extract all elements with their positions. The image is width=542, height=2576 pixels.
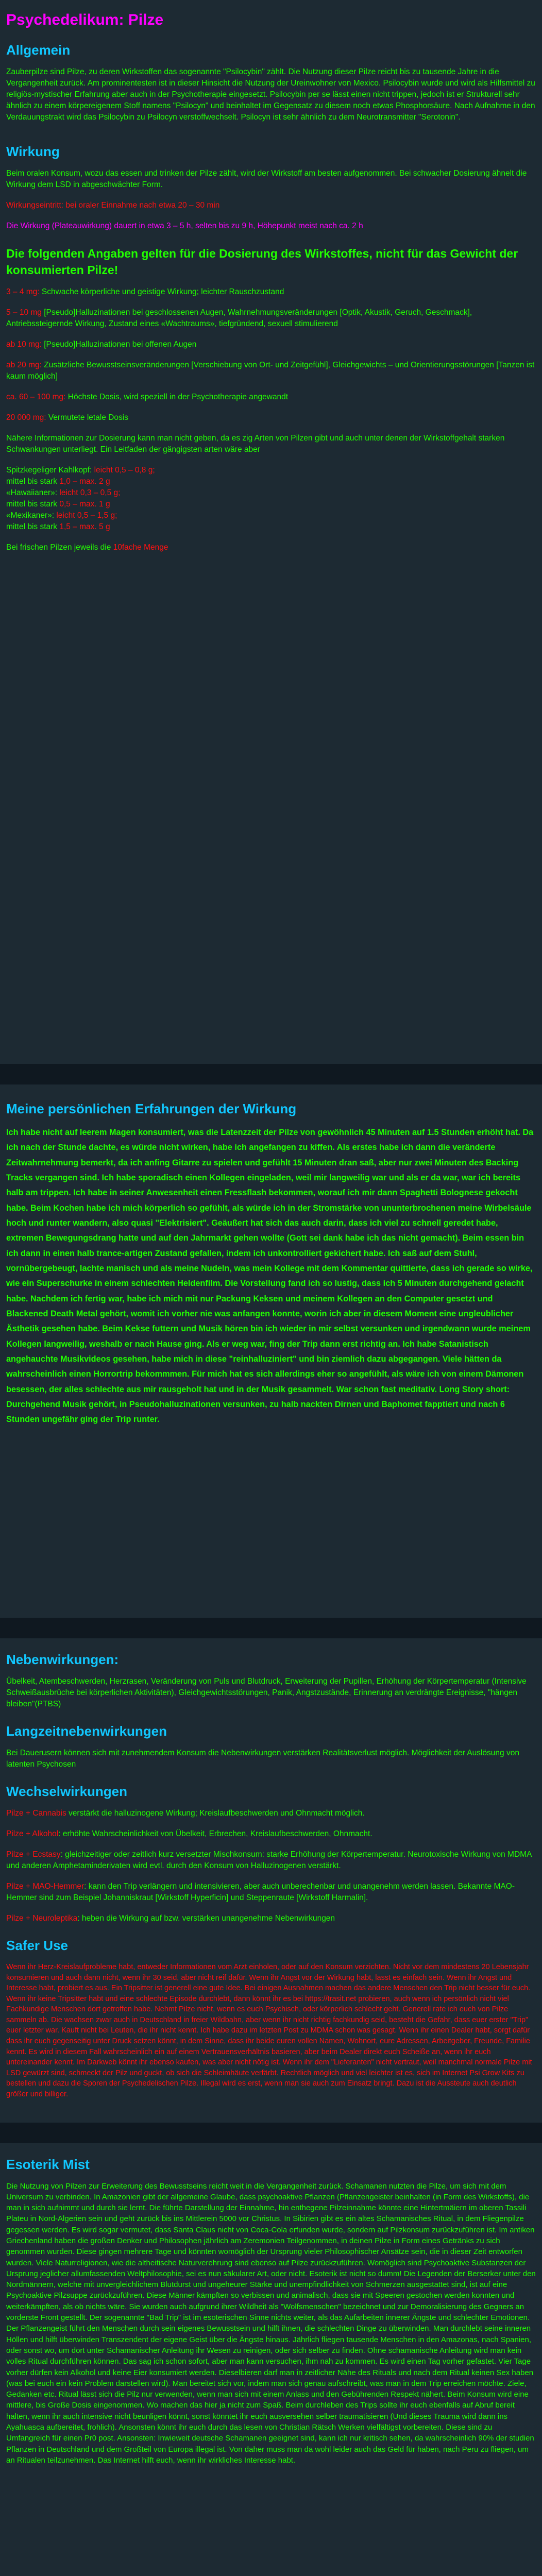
- guide-section: [0, 1638, 542, 2123]
- langzeit-text: Bei Dauerusern können sich mit zunehmendem Konsum die Nebenwirkungen verstärken Realitätsverlust möglich. Möglichkeit der Auslösung von latenten Psychosen: [6, 1749, 519, 1769]
- wechsel-item: Pilze + MAO-Hemmer: kann den Trip verlängern und intensivieren, aber auch unberechenbar und unangenehm werden lassen. Bekannte MAO-Hemmer sind zum Beispiel Johanniskraut [Wirkstoff Hyperficin] und Steppenraute [Wirkstoff Harmalin].: [6, 1882, 515, 1902]
- wechsel-item: Pilze + Neuroleptika: heben die Wirkung auf bzw. verstärken unangenehme Nebenwirkungen: [6, 1914, 335, 1923]
- allgemein-text: Zauberpilze sind Pilze, zu deren Wirkstoffen das sogenannte "Psilocybin" zählt. Die Nutzung dieser Pilze reicht bis zu tausende Jahre in die Vergangenheit zurück. Am prominentesten ist in dieser Hinsicht die Nutzung der Ureinwohner von Mexico. Psilocybin wurde und wird als Hilfsmittel zu religiös-mystischer Erfahrung aber auch in der Psychotherapie eingesetzt. Psilocybin per se lässt einen nicht trippen, jedoch ist er Strukturell sehr ähnlich zu einem körpereigenem Stoff namens "Psilocyn" und beinhaltet im Gegensatz zu diesem noch etwas Phosphorsäure. Nach Aufnahme in den Verdauungstrakt wird das Psilocybin zu Psilocyn verstoffwechselt. Psilocyn ist sehr ähnlich zu dem Neurotransmitter "Serotonin".: [6, 67, 535, 122]
- list-item: «Mexikaner»: leicht 0,5 – 1,5 g;: [6, 511, 117, 520]
- dose-item: 3 – 4 mg: Schwache körperliche und geistige Wirkung; leichter Rauschzustand: [6, 287, 284, 297]
- nebenwirkungen-text: Übelkeit, Atembeschwerden, Herzrasen, Veränderung von Puls und Blutdruck, Erweiterung der Pupillen, Erhöhung der Körpertemperatur (Intensive Schweißausbrüche bei körperlichen Aktivitäten), Gleichgewichtsstörungen, Panik, Angstzustände, Erinnerung an verdrängte Ereignisse, "hängen bleiben"(PTBS): [6, 1677, 527, 1708]
- list-item: «Hawaiianer»: leicht 0,3 – 0,5 g;: [6, 488, 121, 498]
- heading-allgemein: Allgemein: [6, 42, 71, 58]
- dose-item: ca. 60 – 100 mg: Höchste Dosis, wird speziell in der Psychotherapie angewandt: [6, 393, 289, 402]
- heading-safer-use: Safer Use: [6, 1938, 68, 1953]
- list-item: mittel bis stark 1,5 – max. 5 g: [6, 522, 110, 532]
- heading-story: Meine persönlichen Erfahrungen der Wirkung: [6, 1101, 297, 1116]
- list-item: Spitzkegeliger Kahlkopf: leicht 0,5 – 0,8 g;: [6, 466, 155, 475]
- esoterik-text: Die Nutzung von Pilzen zur Erweiterung des Bewusstseins reicht weit in die Vergangenheit zurück. Schamanen nutzten die Pilze, um sich mit dem Universum zu verbinden. In Amazonien gibt der allgemeine Glaube, dass psychoaktive Pflanzen (Pflanzengeister beinhalten (in Form des Wirkstoffs), die man in sich aufnimmt und durch sie lernt. Die führte Darstellung der Einnahme, hin enthegene Pilzeinnahme könnte eine Hintertmäiern im oberen Tassili Plateu in Nord-Algerien sein und geht zurück bis ins Mittlerein 5000 vor Christus. In Sibirien gibt es ein altes Schamanisches Ritual, in dem Fliegenpilze gegessen werden. Es wird sogar vermutet, dass Santa Claus nicht von Coca-Cola erfunden wurde, sondern auf Pilzkonsum zurückzuführen ist. Im antiken Griechenland haben die großen Denker und Philosophen jährlich am Zeremonien Teilgenommen, in deinen Pilze in Form eines Getränks zu sich genommen wurden. Diese gingen mehrere Tage und könnten womöglich der Ursprung vieler Philosophischer Ansätze sein, die in dieser Zeit entworfen wurden. Viele Naturreligionen, wie die altheitische Naturverehrung sind ebenso auf Pilze zurückzuführen. Womöglich sind Psychoaktive Substanzen der Ursprung jeglicher allumfassenden Weltphilosophie, sei es nun säkularer Art, oder nicht. Esoterik ist nicht so dumm! Die Legenden der Berserker unter den Nordmännern, welche mit unvergleichlichem Blutdurst und ungeheurer Stärke und unempfindlichkeit von Schmerzen ausgestattet sind, ist auf eine Psychoaktive Pilzsuppe zurückzuführen. Diese Männer kämpften so verbissen und animalisch, dass sie mit Speeren gestochen werden konnten und weiterkämpften, als ob nichts wäre. Sie wurden auch aufgrund ihrer Wildheit als "Wolfsmenschen" bezeichnet und zur Demoralisierung des Gegners an vorderste Front gestellt. Der sogenannte "Bad Trip" ist im esoterischen Sinne nichts weiter, als das Aufarbeiten innerer Ängste und schlechter Emotionen. Der Pflanzengeist führt den Menschen durch sein eigenes Bewusstsein und hilft ihnen, die schlechten Dinge zu überwinden. Man durchlebt seine inneren Höllen und hilft überwinden Transzendent der eigene Geist über die Ängste hinaus. Jährlich fliegen tausende Menschen in den Amazonas, nach Spanien, oder sonst wo, um dort unter Schamanischer Anleitung ihr Wesen zu reinigen, oder sich selber zu finden. Ohne schamanische Anleitung wird man kein volles Ritual durchführen können. Das sag ich schon sofort, aber man kann versuchen, ihm nah zu kommen. Es wird einen Tag vorher gefastet. Vier Tage vorher dürfen kein Alkohol und keine Eier konsumiert werden. Dieselbieren darf man in zeitlicher Nähe des Rituals und nach dem Ritual keinen Sex haben (was bei euch ein kein Problem darstellen wird). Man bereitet sich vor, indem man sich genau aufschreibt, was man in dem Trip erreichen möchte. Ziele, Gedanken etc. Ritual lässt sich die Pilz nur verwenden, wenn man sich mit einem Anlass und den Gebührenden Respekt nähert. Beim Konsum wird eine mittlere, bis Große Dosis eingenommen. Wo machen das hier ja nicht zum Spaß. Beim durchleben des Trips sollte ihr euch ebenfalls auf Abruf bereit halten, wenn ihr auch intensive nicht beunligen könnt, sonst könntet ihr euch ausversehen selber traumatisieren (Und dieses Trauma wird dann ins Ayahuasca aufbereitet, frohlich). Ansonsten könnt ihr euch durch das lesen von Christian Rätsch Werken vielfältigst vorbereiten. Diese sind zu Umfangreich für einen Pr0 post. Ansonsten: Inwieweit deutsche Schamanen geeignet sind, kann ich nur kritisch sehen, da wahrscheinlich 90% der studien Pflanzen in Deutschland und dem Großteil von Europa illegal ist. Von daher muss man da wohl leider auch das Geld für haben, nach Peru zu fliegen, um an Ritualen teilzunehmen. Das Internet hilft euch, wenn ihr wirkliches Interesse habt.: [6, 2181, 536, 2465]
- story-text: Ich habe nicht auf leerem Magen konsumiert, was die Latenzzeit der Pilze von gewöhnlich 45 Minuten auf 1.5 Stunden erhöht hat. Da ich nach der Stunde dachte, es würde nicht wirken, habe ich angefangen zu kiffen. Als erstes habe ich dann die veränderte Zeitwahrnehmung bemerkt, da ich anfing Gitarre zu spielen und gefühlt 15 Minuten dran saß, aber nur zwei Minuten des Backing Tracks vergangen sind. Ich habe sporadisch einen Kollegen eingeladen, weil mir langweilig war und als er da war, war ich bereits halb am trippen. Ich habe in seiner Anwesenheit einen Fressflash bekommen, worauf ich mir dann Spaghetti Bolognese gekocht habe. Beim Kochen habe ich mich körperlich so gefühlt, als würde ich in der Stromstärke von ununterbrochenen meine Wirbelsäule hoch und runter wandern, also quasi "Elektrisiert". Geäußert hat sich das auch darin, dass ich viel zu schnell geredet habe, extremen Bewegungsdrang hatte und auf den Jahrmarkt gehen wollte (Gott sei dank habe ich das nicht gemacht). Beim essen bin ich dann in einen halb trance-artigen Zustand gefallen, indem ich unkontrolliert gekichert habe. Ich saß auf dem Stuhl, vornübergebeugt, lachte manisch und als meine Nudeln, was mein Kollege mit dem Kommentar quittierte, dass ich gerade so wirke, wie ein Superschurke in einem schlechten Heldenfilm. Die Vorstellung fand ich so lustig, dass ich 5 Minuten durchgehend gelacht habe. Nachdem ich fertig war, habe ich mich mit nur Packung Keksen und meinem Kollegen an den Computer gesetzt und Blackened Death Metal gehört, womit ich vorher nie was anfangen konnte, worin ich aber in diesem Moment eine ungleublicher Ästhetik gesehen habe. Beim Kekse futtern und Musik hören bin ich wieder in mir selbst versunken und irgendwann wurde meinem Kollegen langweilig, weshalb er nach Hause ging. Als er weg war, fing der Trip dann erst richtig an. Ich habe Satanistisch angehauchte Musikvideos gesehen, habe mich in diese "reinhalluziniert" und bin ziemlich dazu abgegangen. Viele hätten da wahrscheinlich einen Horrortrip bekommmen. Für mich hat es sich allerdings eher so angefühlt, als wäre ich von einem Dämonen besessen, der alles schlechte aus mir rausgeholt hat und in der Musik gesammelt. War schon fast meditativ. Long Story short: Durchgehend Musik gehört, in Pseudohalluzinationen versunken, zu halb nackten Dirnen und Baphomet fapptiert und nach 6 Stunden ungefähr ging der Trip runter.: [6, 1128, 534, 1425]
- species-list: [6, 465, 536, 533]
- wirkung-dauer: Die Wirkung (Plateauwirkung) dauert in etwa 3 – 5 h, selten bis zu 9 h, Höhepunkt meist nach ca. 2 h: [6, 222, 363, 230]
- info-section: [0, 0, 542, 1064]
- wechsel-item: Pilze + Cannabis verstärkt die halluzinogene Wirkung; Kreislaufbeschwerden und Ohnmacht möglich.: [6, 1809, 365, 1818]
- heading-wirkung: Wirkung: [6, 144, 60, 159]
- safer-use-text: Wenn ihr Herz-Kreislaufprobleme habt, entweder Informationen vom Arzt einholen, oder auf den Konsum verzichten. Nicht vor dem mindestens 20 Lebensjahr konsumieren und auch dann nicht, wenn ihr 30 seid, aber nicht reif dafür. Wenn ihr Angst vor der Wirkung habt, lasst es einfach sein. Wenn ihr Angst und Interesse habt, probiert es aus. Ein Tripsitter ist generell eine gute Idee. Bei einigen Ausnahmen machen das andere Menschen den Trip nicht besser für euch. Wenn ihr keine Tripsitter habt und eine schlechte Episode durchlebt, dann könnt ihr es bei https://trasit.net probieren, auch wenn ich persönlich nicht viel Fachkundige Menschen dort getroffen habe. Nehmt Pilze nicht, wenn es euch Psychisch, oder körperlich schlecht geht. Generell rate ich euch von Pilze sammeln ab. Die wachsen zwar auch in Deutschland in freier Wildbahn, aber wenn ihr nicht richtig fachkundig seid, besteht die Gefahr, dass euer erster "Trip" euer letzter war. Kauft nicht bei Leuten, die ihr nicht kennt. Ich habe dazu im letzten Post zu MDMA schon was gesagt. Wenn ihr einen Dealer habt, sorgt dafür dass ihr euch gegenseitig unter Druck setzen könnt, in dem Sinne, dass ihr beide euren vollen Namen, Wohnort, eure Adressen, Arbeitgeber, Freunde, Familie kennt. Es wird in diesem Fall wahrscheinlich ein auf einem Vertrauensverhältnis basieren, aber beim Dealer direkt euch Scheiße an, wenn ihr euch untereinander kennt. Im Darkweb könnt ihr ebenso kaufen, was aber nicht nötig ist. Wenn ihr dem "Lieferanten" nicht vertraut, weil manchmal normale Pilze mit LSD gewürzt sind, schmeckt der Pilz und guckt, ob sich die Schleimhäute verfärbt. Rechtlich möglich und viel leichter ist es, sich im Internet Psi Grow Kits zu bestellen und dazu die Sporen der Psychedelischen Pilze. Illegal wird es erst, wenn man sie auch zum Einsatz bringt. Dazu ist die Aussteute auch deutlich größer und billiger.: [6, 1963, 532, 2098]
- dose-item: 20 000 mg: Vermutete letale Dosis: [6, 413, 128, 422]
- page-title: Psychedelikum: Pilze: [6, 11, 164, 28]
- esoterik-section: [0, 2143, 542, 2576]
- heading-nebenwirkungen: Nebenwirkungen:: [6, 1652, 119, 1667]
- list-item: mittel bis stark 1,0 – max. 2 g: [6, 477, 110, 486]
- wechsel-item: Pilze + Ecstasy: gleichzeitiger oder zeitlich kurz versetzter Mischkonsum: starke Erhöhung der Körpertemperatur. Neurotoxische Wirkung von MDMA und anderen Amphetaminderivaten wird evtl. durch den Konsum von Halluzinogenen verstärkt.: [6, 1850, 532, 1870]
- heading-dosierung: Die folgenden Angaben gelten für die Dosierung des Wirkstoffes, nicht für das Gewicht der konsumierten Pilze!: [6, 247, 518, 277]
- dosierung-note: Nähere Informationen zur Dosierung kann man nicht geben, da es zig Arten von Pilzen gibt und auch unter denen der Wirkstoffgehalt starken Schwankungen unterliegt. Ein Leitfaden der gängigsten arten wäre aber: [6, 434, 505, 454]
- heading-langzeit: Langzeitnebenwirkungen: [6, 1723, 167, 1739]
- heading-esoterik: Esoterik Mist: [6, 2156, 90, 2172]
- wirkung-text: Beim oralen Konsum, wozu das essen und trinken der Pilze zählt, wird der Wirkstoff am besten aufgenommen. Bei schwacher Dosierung ähnelt die Wirkung dem LSD in abgeschwächter Form.: [6, 169, 527, 189]
- wirkung-eintritt: Wirkungseintritt: bei oraler Einnahme nach etwa 20 – 30 min: [6, 201, 220, 210]
- story-section: [0, 1084, 542, 1618]
- dose-item: ab 20 mg: Zusätzliche Bewusstseinsveränderungen [Verschiebung von Ort- und Zeitgefühl], Gleichgewichts – und Orientierungsstörungen [Tanzen ist kaum möglich]: [6, 361, 535, 381]
- heading-wechsel: Wechselwirkungen: [6, 1784, 128, 1799]
- dose-item: ab 10 mg: [Pseudo]Halluzinationen bei offenen Augen: [6, 340, 197, 349]
- fresh-note: Bei frischen Pilzen jeweils die 10fache Menge: [6, 543, 168, 552]
- wechsel-item: Pilze + Alkohol: erhöhte Wahrscheinlichkeit von Übelkeit, Erbrechen, Kreislaufbeschwerden, Ohnmacht.: [6, 1829, 372, 1838]
- list-item: mittel bis stark 0,5 – max. 1 g: [6, 500, 110, 509]
- dose-item: 5 – 10 mg [Pseudo]Halluzinationen bei geschlossenen Augen, Wahrnehmungsveränderungen [Optik, Akustik, Geruch, Geschmack], Antriebssteigernde Wirkung, Zustand eines «Wachtraums», tiefgründend, sexuell stimulierend: [6, 308, 472, 329]
